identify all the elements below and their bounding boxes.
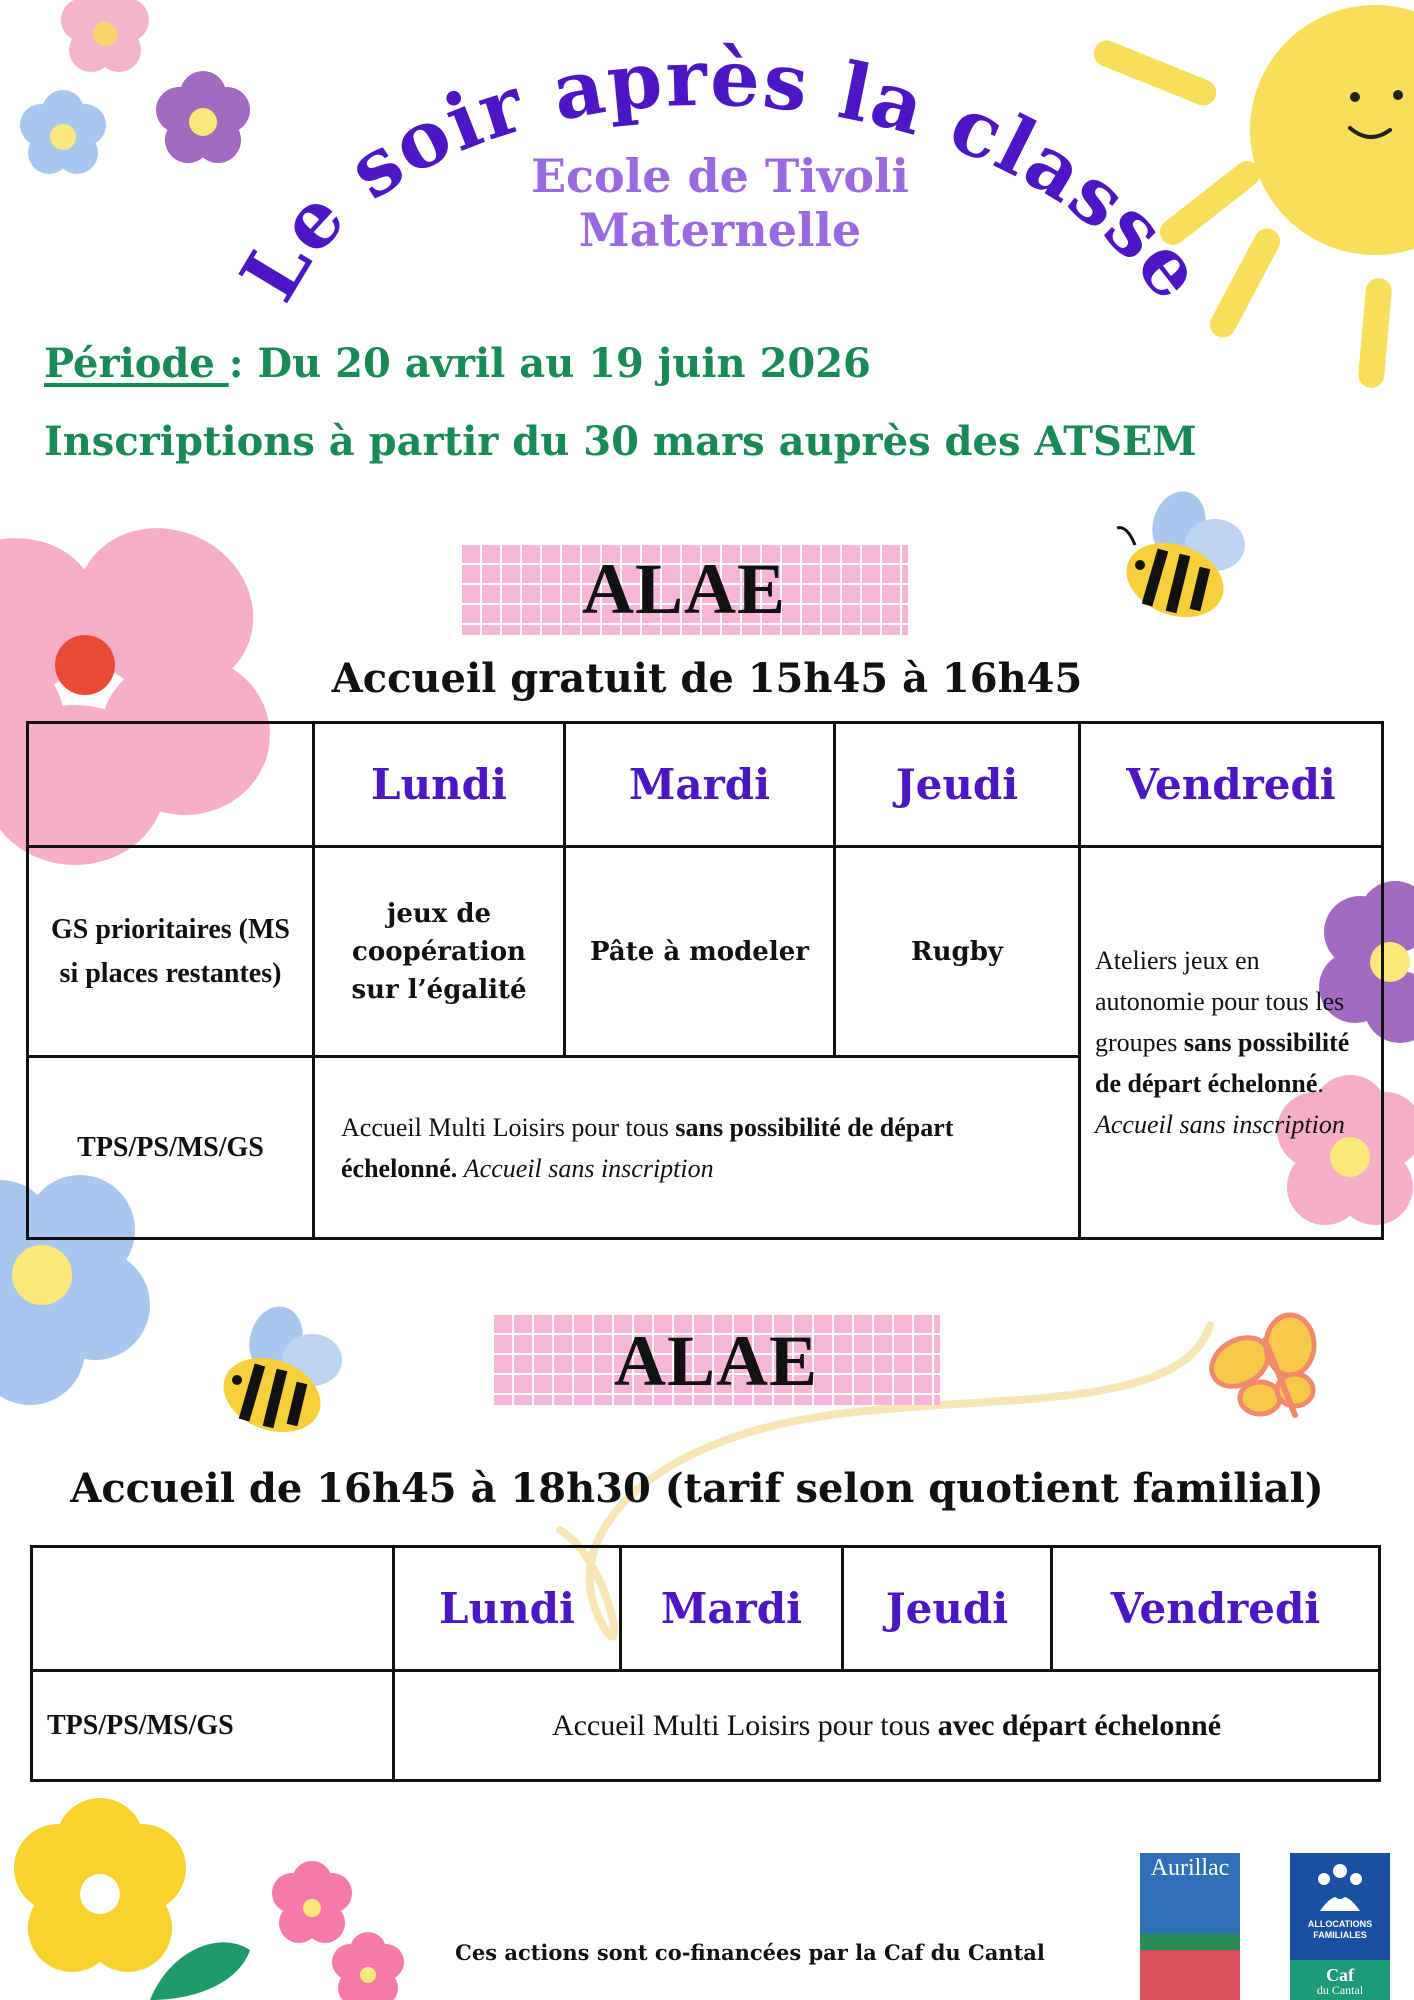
school-name: Ecole de Tivoli [530, 149, 910, 203]
school-level: Maternelle [578, 203, 862, 257]
day-mardi: Mardi [621, 1547, 843, 1671]
flower-icon [332, 1932, 404, 2000]
section1-table [26, 721, 1384, 1240]
section1-badge: ALAE [581, 549, 787, 629]
row2-bold: sans possibilité de départ échelonné. [341, 1112, 954, 1183]
day-lundi: Lundi [394, 1547, 621, 1671]
activity-vendredi [1080, 847, 1383, 1239]
aurillac-logo [1140, 1853, 1240, 2000]
flower-icon [272, 1861, 352, 1943]
group-gs-prioritaires: GS prioritaires (MS si places restantes) [28, 847, 314, 1057]
period-value: Du 20 avril au 19 juin 2026 [257, 340, 871, 387]
day-lundi: Lundi [314, 723, 565, 847]
caf-logo [1290, 1853, 1390, 2000]
section2-table [30, 1545, 1381, 1782]
group-all: TPS/PS/MS/GS [32, 1671, 394, 1781]
activity-jeudi: Rugby [835, 847, 1080, 1057]
bee-icon [1116, 485, 1245, 630]
period-sep: : [228, 340, 258, 387]
footer-credit: Ces actions sont co-financées par la Caf du Cantal [455, 1940, 1045, 1965]
table-corner [32, 1547, 394, 1671]
aurillac-logo-text: Aurillac [1150, 1855, 1230, 1881]
table-corner [28, 723, 314, 847]
section2-text: Accueil Multi Loisirs pour tous [551, 1709, 938, 1742]
day-mardi: Mardi [565, 723, 835, 847]
group-all: TPS/PS/MS/GS [28, 1057, 314, 1239]
vendredi-text: Ateliers jeux en autonomie pour tous les groupes [1095, 946, 1345, 1057]
activity-mardi: Pâte à modeler [565, 847, 835, 1057]
row2-note [314, 1057, 1080, 1239]
family-icon [1310, 1861, 1370, 1916]
vendredi-text2: . [1317, 1069, 1324, 1098]
day-jeudi: Jeudi [843, 1547, 1052, 1671]
caf-logo-tagline: ALLOCATIONS FAMILIALES [1307, 1919, 1373, 1940]
day-vendredi: Vendredi [1052, 1547, 1380, 1671]
title-text: Le soir après la classe [223, 32, 1223, 318]
bee-icon [213, 1300, 342, 1445]
caf-logo-name: Caf [1326, 1965, 1354, 1985]
section2-note [394, 1671, 1380, 1781]
period-label: Période [44, 340, 229, 387]
row2-text: Accueil Multi Loisirs pour tous [341, 1112, 676, 1142]
row2-italic: Accueil sans inscription [463, 1153, 714, 1183]
section2-bold: avec départ échelonné [937, 1709, 1222, 1742]
activity-lundi: jeux de coopération sur l’égalité [314, 847, 565, 1057]
flower-icon [14, 1798, 186, 1972]
day-vendredi: Vendredi [1080, 723, 1383, 847]
section2-subtitle: Accueil de 16h45 à 18h30 (tarif selon quotient familial) [70, 1465, 1324, 1512]
section2-badge: ALAE [613, 1321, 819, 1401]
section1-subtitle: Accueil gratuit de 15h45 à 16h45 [331, 655, 1083, 702]
vendredi-italic: Accueil sans inscription [1095, 1110, 1345, 1139]
vendredi-bold: sans possibilité de départ échelonné [1095, 1028, 1350, 1098]
day-jeudi: Jeudi [835, 723, 1080, 847]
registration-line: Inscriptions à partir du 30 mars auprès des ATSEM [44, 418, 1197, 465]
butterfly-icon [1203, 1315, 1314, 1415]
caf-logo-region: du Cantal [1316, 1983, 1364, 1997]
period-line [44, 340, 871, 387]
